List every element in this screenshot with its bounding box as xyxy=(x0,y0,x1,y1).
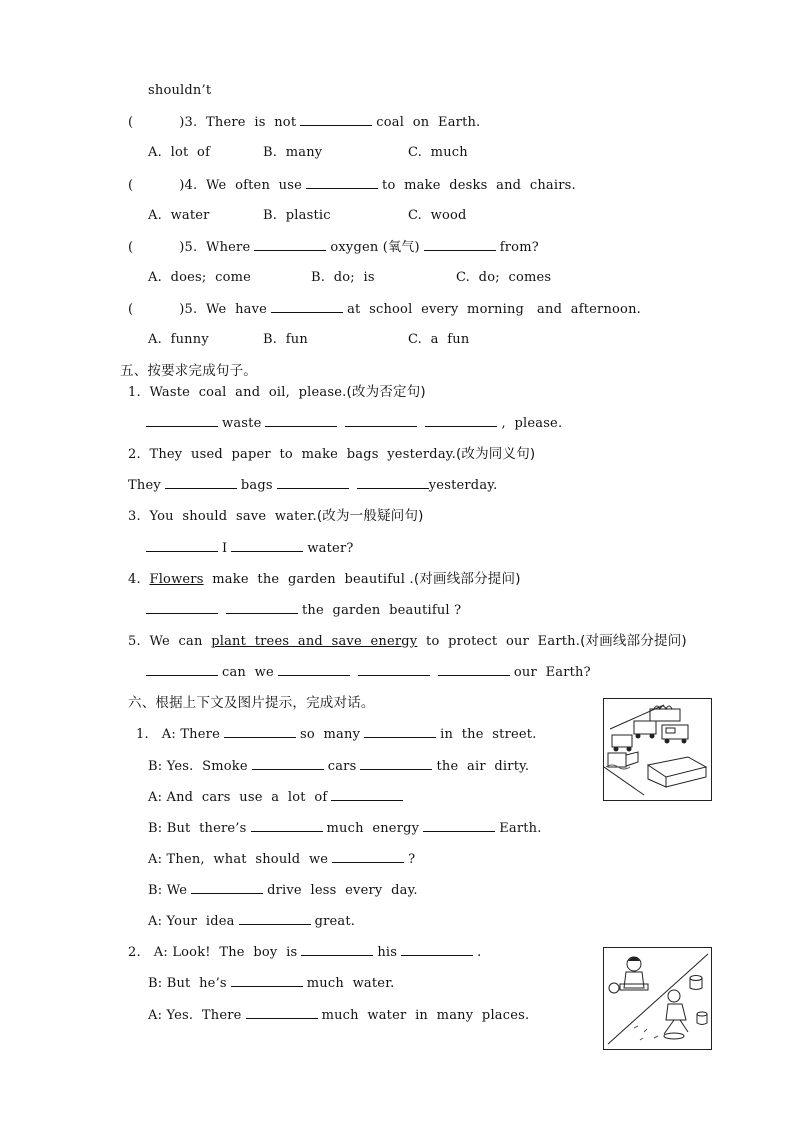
rewrite-answer-3: I water? xyxy=(142,539,354,558)
dialogue-2-line-2: B: But he’s much water. xyxy=(148,976,395,991)
answer-blank[interactable] xyxy=(231,539,303,552)
mc-options-3: A. lot of B. many C. much xyxy=(148,145,468,160)
answer-blank[interactable] xyxy=(146,539,218,552)
dialogue-1-line-4: B: But there’s much energy Earth. xyxy=(148,821,542,836)
answer-blank[interactable] xyxy=(423,819,495,832)
answer-blank[interactable] xyxy=(191,881,263,894)
answer-blank[interactable] xyxy=(254,238,326,251)
traffic-jam-illustration xyxy=(603,698,712,801)
answer-blank[interactable] xyxy=(401,943,473,956)
answer-blank[interactable] xyxy=(360,757,432,770)
mc-question-4: ( )4. We often use to make desks and chairs. xyxy=(128,178,576,193)
mc-options-5: A. does; come B. do; is C. do; comes xyxy=(148,270,552,285)
answer-blank[interactable] xyxy=(358,663,430,676)
traffic-jam-drawing xyxy=(604,699,711,800)
answer-blank[interactable] xyxy=(278,663,350,676)
mc-question-3: ( )3. There is not coal on Earth. xyxy=(128,115,481,130)
answer-blank[interactable] xyxy=(332,850,404,863)
rewrite-answer-5: can we our Earth? xyxy=(142,663,591,682)
answer-blank[interactable] xyxy=(357,476,429,489)
answer-blank[interactable] xyxy=(331,788,403,801)
dialogue-1-line-7: A: Your idea great. xyxy=(148,914,356,929)
answer-blank[interactable] xyxy=(271,300,343,313)
answer-blank[interactable] xyxy=(364,725,436,738)
dialogue-1-line-5: A: Then, what should we ? xyxy=(148,852,416,867)
answer-blank[interactable] xyxy=(251,819,323,832)
rewrite-question-4: 4. Flowers make the garden beautiful .(对画线部分提问) xyxy=(128,571,521,587)
mc-options-6: A. funny B. fun C. a fun xyxy=(148,332,470,347)
boy-washing-drawing xyxy=(604,948,711,1049)
answer-blank[interactable] xyxy=(424,238,496,251)
boy-washing-illustration xyxy=(603,947,712,1050)
rewrite-question-1: 1. Waste coal and oil, please.(改为否定句) xyxy=(128,384,426,400)
mc-question-6: ( )5. We have at school every morning and afternoon. xyxy=(128,302,641,317)
rewrite-answer-2: They bags yesterday. xyxy=(128,478,498,493)
dialogue-1-line-1: 1. A: There so many in the street. xyxy=(136,727,537,742)
answer-blank[interactable] xyxy=(306,176,378,189)
answer-blank[interactable] xyxy=(231,974,303,987)
rewrite-answer-4: the garden beautiful ? xyxy=(142,601,461,620)
answer-blank[interactable] xyxy=(277,476,349,489)
answer-blank[interactable] xyxy=(165,476,237,489)
answer-blank[interactable] xyxy=(265,414,337,427)
answer-blank[interactable] xyxy=(224,725,296,738)
dialogue-2-line-1: 2. A: Look! The boy is his . xyxy=(128,945,482,960)
rewrite-answer-1: waste , please. xyxy=(142,414,562,433)
answer-blank[interactable] xyxy=(146,663,218,676)
rewrite-question-2: 2. They used paper to make bags yesterday.(改为同义句) xyxy=(128,446,536,462)
section-6-heading: 六、根据上下文及图片提示，完成对话。 xyxy=(128,695,375,711)
answer-blank[interactable] xyxy=(239,912,311,925)
mc-options-4: A. water B. plastic C. wood xyxy=(148,208,467,223)
answer-blank[interactable] xyxy=(438,663,510,676)
dialogue-1-line-3: A: And cars use a lot of xyxy=(148,788,407,807)
underlined-phrase: plant trees and save energy xyxy=(211,634,418,649)
answer-blank[interactable] xyxy=(345,414,417,427)
rewrite-question-5: 5. We can plant trees and save energy to protect our Earth.(对画线部分提问) xyxy=(128,633,687,649)
continuation-word: shouldn’t xyxy=(148,83,212,98)
answer-blank[interactable] xyxy=(226,601,298,614)
mc-question-5: ( )5. Where oxygen (氧气) from? xyxy=(128,240,539,255)
answer-blank[interactable] xyxy=(246,1006,318,1019)
answer-blank[interactable] xyxy=(301,943,373,956)
answer-blank[interactable] xyxy=(146,414,218,427)
rewrite-question-3: 3. You should save water.(改为一般疑问句) xyxy=(128,508,424,524)
answer-blank[interactable] xyxy=(425,414,497,427)
dialogue-1-line-6: B: We drive less every day. xyxy=(148,883,418,898)
dialogue-2-line-3: A: Yes. There much water in many places. xyxy=(148,1008,530,1023)
answer-blank[interactable] xyxy=(300,113,372,126)
dialogue-1-line-2: B: Yes. Smoke cars the air dirty. xyxy=(148,759,530,774)
answer-blank[interactable] xyxy=(146,601,218,614)
section-5-heading: 五、按要求完成句子。 xyxy=(120,363,257,379)
underlined-phrase: Flowers xyxy=(149,572,204,587)
answer-blank[interactable] xyxy=(252,757,324,770)
